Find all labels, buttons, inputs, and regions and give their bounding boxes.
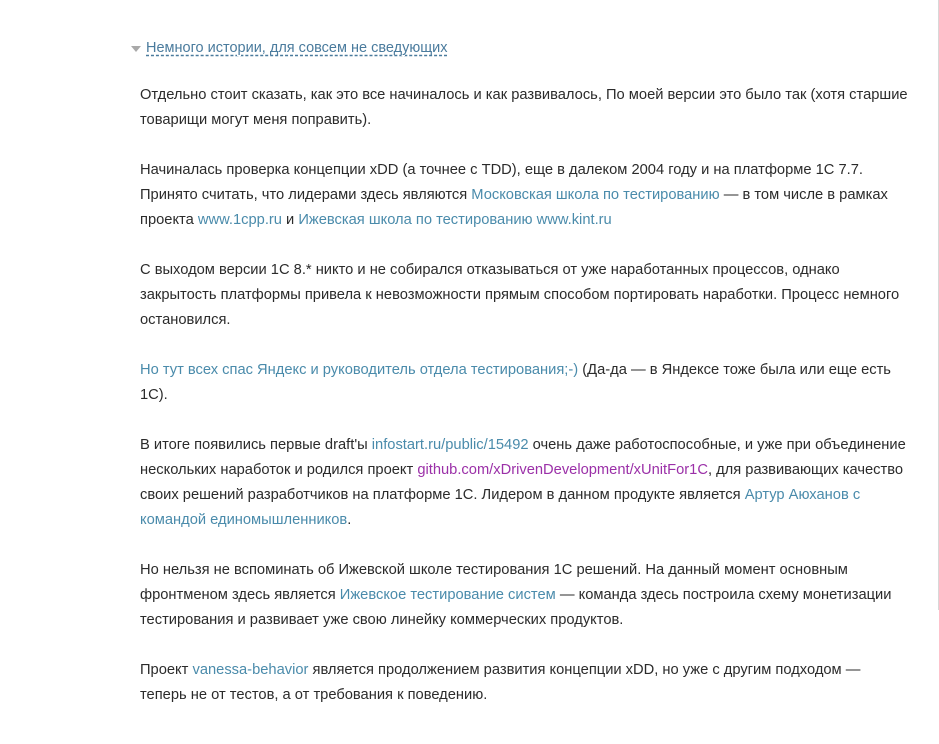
link-artur-ayukhanov[interactable]: Артур Аюханов с командой единомышленников [140,487,861,528]
spoiler-header[interactable] [131,40,447,56]
link-1cpp[interactable]: www.1cpp.ru [197,212,282,228]
paragraph-1 [140,83,910,133]
paragraph-text: . [347,512,352,528]
paragraph-3 [140,258,910,333]
paragraph-text: является продолжением развития концепции xDD, но уже с другим подходом — теперь не от тестов, а от требования к поведению. [140,662,861,703]
link-moscow-testing-school[interactable]: Московская школа по тестированию [471,187,720,203]
paragraph-text: Но нельзя не вспоминать об Ижевской школе тестирования 1С решений. На данный момент основным фронтменом здесь является [140,562,848,603]
paragraph-6 [140,558,910,633]
paragraph-text: — команда здесь построила схему монетизации тестирования и развивает уже свою линейку коммерческих продуктов. [140,587,892,628]
paragraph-2 [140,158,910,233]
paragraph-4 [140,358,910,408]
link-izhevsk-testing-school[interactable]: Ижевская школа по тестированию www.kint.ru [298,212,612,228]
paragraph-text: (Да-да — в Яндексе тоже была или еще есть 1С). [140,362,891,403]
paragraph-text: С выходом версии 1С 8.* никто и не собирался отказываться от уже наработанных процессов, однако закрытость платформы привела к невозможности прямым способом портировать наработки. Процесс немного остановился. [140,262,900,328]
link-vanessa-behavior[interactable]: vanessa-behavior [192,662,309,678]
link-infostart[interactable]: infostart.ru/public/15492 [371,437,529,453]
paragraph-5 [140,433,910,533]
spoiler-content [140,83,910,733]
link-yandex[interactable]: Но тут всех спас Яндекс и руководитель отдела тестирования;-) [140,362,579,378]
paragraph-text: очень даже работоспособные, и уже при объединение нескольких наработок и родился проект [140,437,906,478]
spoiler-title-link[interactable]: Немного истории, для совсем не сведующих [146,40,448,56]
paragraph-text: Начиналась проверка концепции xDD (а точнее с TDD), еще в далеком 2004 году и на платформе 1С 7.7. Принято считать, что лидерами здесь являются [140,162,863,203]
link-izhevsk-system-testing[interactable]: Ижевское тестирование систем [339,587,556,603]
paragraph-text: В итоге появились первые draft'ы [140,437,372,453]
paragraph-text: Проект [140,662,193,678]
paragraph-text: — в том числе в рамках проекта [140,187,888,228]
paragraph-text: , для развивающих качество своих решений разработчиков на платформе 1С. Лидером в данном продукте является [140,462,904,503]
paragraph-text: и [281,212,299,228]
link-github-xunitfor1c[interactable]: github.com/xDrivenDevelopment/xUnitFor1C [417,462,708,478]
paragraph-7 [140,658,910,708]
paragraph-text: Отдельно стоит сказать, как это все начиналось и как развивалось, По моей версии это было так (хотя старшие товарищи могут меня поправить). [140,87,908,128]
triangle-down-icon[interactable] [131,46,141,52]
